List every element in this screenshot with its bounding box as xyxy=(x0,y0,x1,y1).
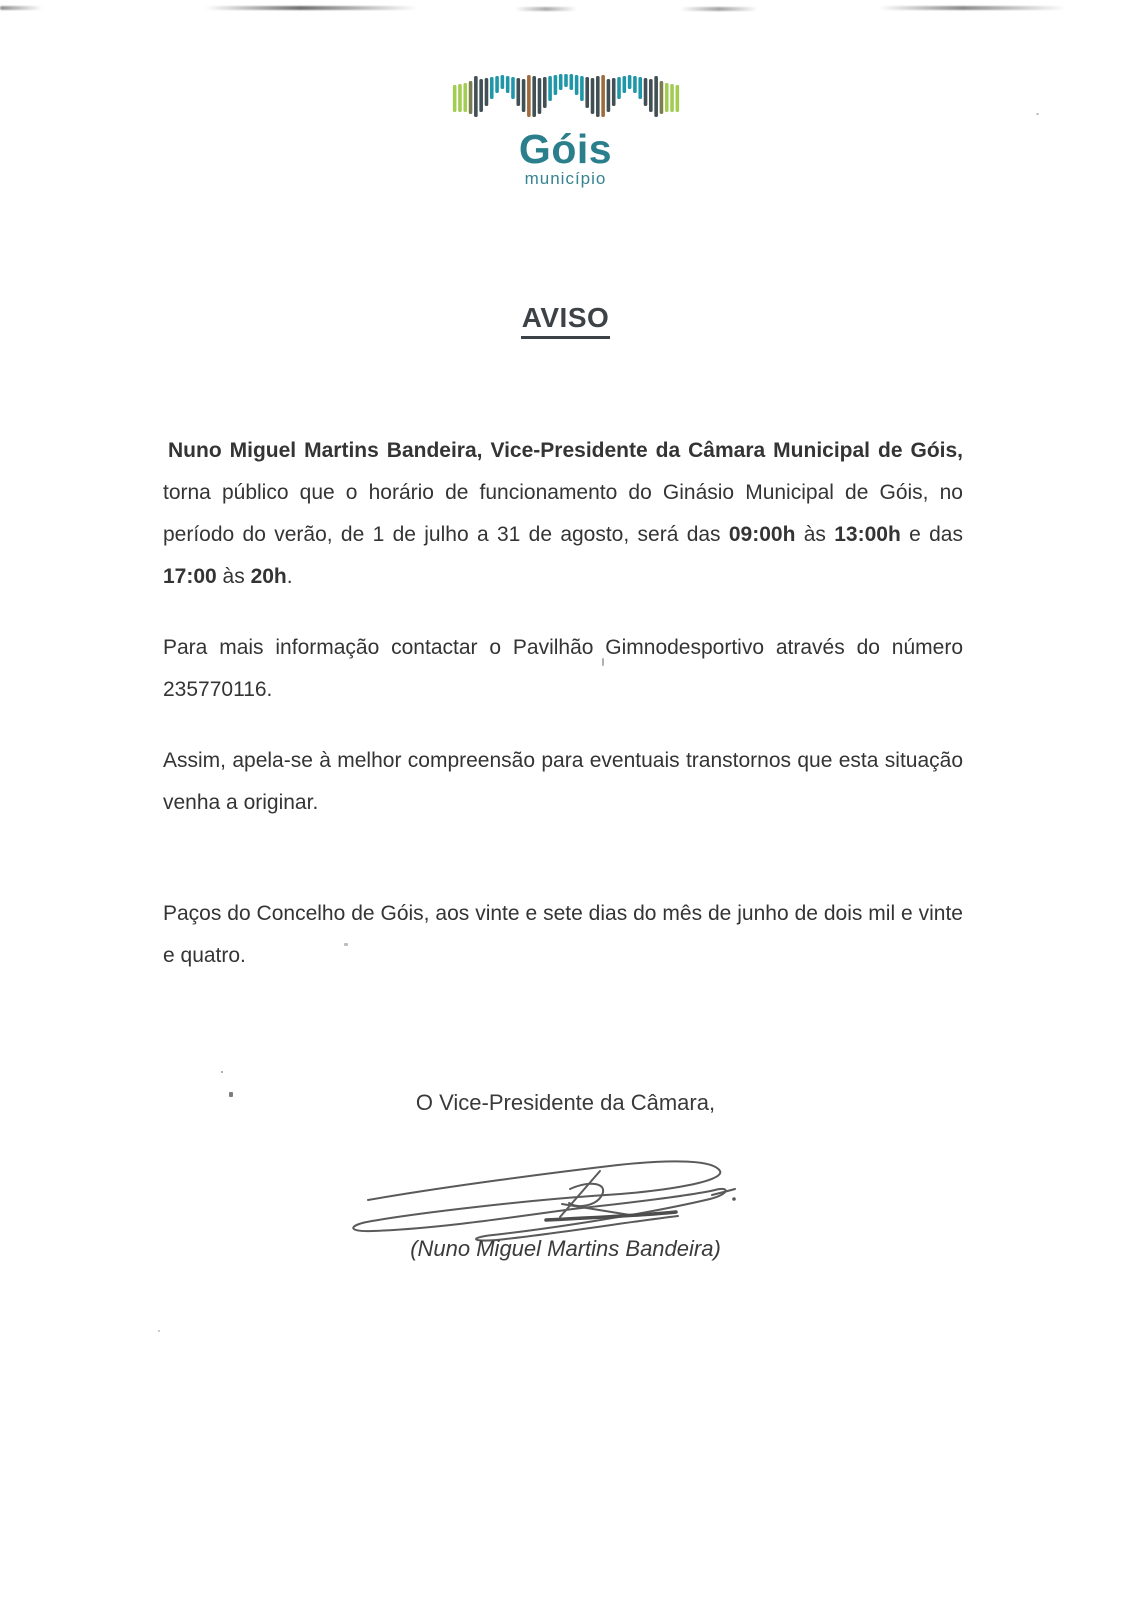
scan-speck xyxy=(221,1071,223,1073)
text-run: às xyxy=(795,523,835,546)
scan-speck xyxy=(158,1330,160,1332)
paragraph-apology xyxy=(163,740,963,824)
paragraph-opening xyxy=(163,430,963,598)
signature-role-line: O Vice-Presidente da Câmara, xyxy=(415,1090,716,1115)
notice-body xyxy=(163,430,963,977)
text-run: torna público que o horário de funcionamento do Ginásio Municipal de Góis, no período do verão, de 1 de julho a 31 de agosto, será das xyxy=(163,481,963,546)
scan-artifact xyxy=(0,6,42,10)
bold-text-run: Nuno Miguel Martins Bandeira, Vice-Presidente da Câmara Municipal de Góis, xyxy=(168,439,963,462)
bold-text-run: 13:00h xyxy=(834,523,901,546)
notice-title-row xyxy=(0,298,1131,339)
paragraph-dateline xyxy=(163,893,963,977)
text-run: Assim, apela-se à melhor compreensão para eventuais transtornos que esta situação venha a originar. xyxy=(163,749,963,814)
bold-text-run: 20h xyxy=(250,565,287,588)
bridge-arches-icon xyxy=(452,72,680,120)
bold-text-run: 09:00h xyxy=(728,523,796,546)
scan-artifact xyxy=(680,7,758,11)
municipality-logo xyxy=(0,72,1131,188)
logo-subtitle: município xyxy=(524,169,607,188)
text-run: Paços do Concelho de Góis, aos vinte e sete dias do mês de junho de dois mil e vinte e quatro. xyxy=(163,902,963,967)
scan-artifact xyxy=(205,6,417,10)
text-run: Para mais informação contactar o Pavilhão Gimnodesportivo através do número 235770116. xyxy=(163,636,963,701)
signature-name: (Nuno Miguel Martins Bandeira) xyxy=(410,1236,721,1261)
text-run: . xyxy=(286,565,293,588)
logo-title: Góis xyxy=(518,126,613,172)
paragraph-contact xyxy=(163,627,963,711)
text-run: e das xyxy=(900,523,963,546)
scan-artifact xyxy=(878,6,1066,10)
text-run: às xyxy=(216,565,251,588)
notice-title: AVISO xyxy=(521,302,611,339)
bold-text-run: 17:00 xyxy=(163,565,217,588)
handwritten-signature xyxy=(338,1138,738,1243)
scan-artifact xyxy=(515,7,577,11)
